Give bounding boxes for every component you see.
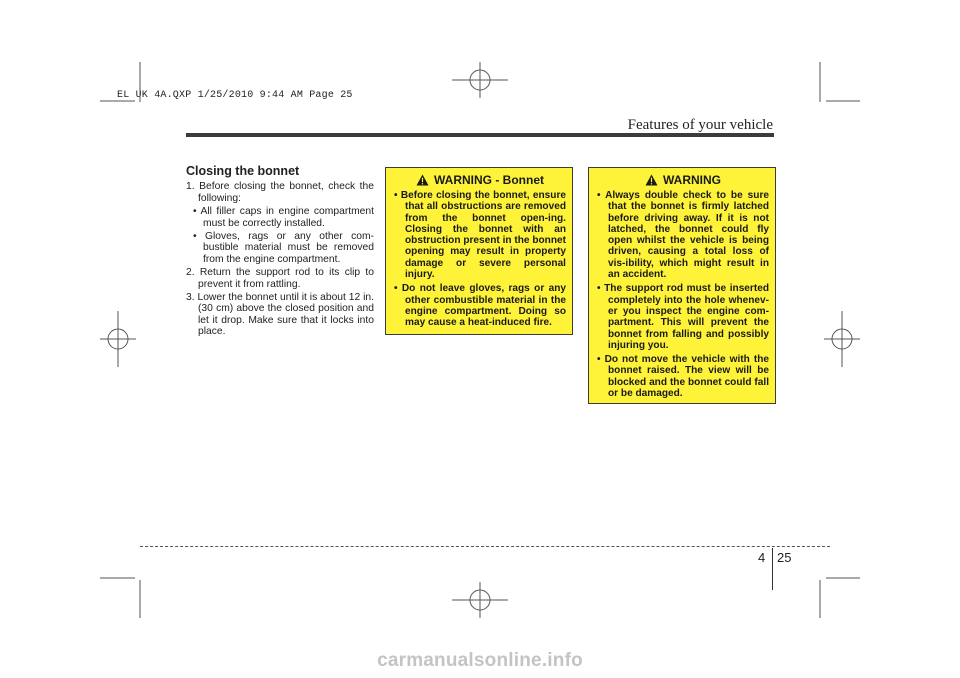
page-number-separator [772, 548, 773, 590]
registration-mark-top [452, 62, 508, 98]
printer-slug: EL UK 4A.QXP 1/25/2010 9:44 AM Page 25 [117, 90, 353, 101]
footer-dashed-rule [140, 546, 830, 547]
step-2: 2. Return the support rod to its clip to prevent it from rattling. [186, 267, 374, 290]
warning-general-bullet-1: • Always double check to be sure that the bonnet is firmly latched before driving away. If it is not latched, the bonnet could fly open whilst the vehicle is being driven, causing a total loss of vis-ibility, which might result in an accident. [597, 190, 769, 281]
procedure-column [186, 166, 374, 340]
header-rule [186, 133, 774, 137]
registration-mark-right [824, 311, 860, 367]
warning-bonnet-bullet-1: • Before closing the bonnet, ensure that all obstructions are removed from the bonnet open-ing. Closing the bonnet with an obstruction present in the bonnet opening may result in property damage or severe personal injury. [394, 190, 566, 281]
warning-bonnet-bullet-2: • Do not leave gloves, rags or any other combustible material in the engine compartment. Doing so may cause a heat-induced fire. [394, 283, 566, 329]
warning-title-text: WARNING [663, 172, 721, 187]
step-1-sub-2: • Gloves, rags or any other com-bustible material must be removed from the engine compartment. [193, 231, 374, 265]
registration-mark-bottom [452, 582, 508, 618]
warning-general-bullet-2: • The support rod must be inserted completely into the hole whenev-er you inspect the engine com-partment. This will prevent the bonnet from falling and possibly injuring you. [597, 283, 769, 351]
chapter-number: 4 [758, 550, 766, 565]
running-head: Features of your vehicle [627, 117, 773, 133]
page-number: 25 [777, 550, 792, 565]
warning-triangle-icon [416, 174, 429, 186]
warning-general-bullet-3: • Do not move the vehicle with the bonnet raised. The view will be blocked and the bonnet could fall or be damaged. [597, 354, 769, 400]
warning-title-text: WARNING - Bonnet [434, 172, 544, 187]
section-title: Closing the bonnet [186, 164, 300, 178]
step-3: 3. Lower the bonnet until it is about 12 in. (30 cm) above the closed position and let it drop. Make sure that it locks into place. [186, 292, 374, 338]
warning-box-general [588, 167, 776, 404]
warning-title-bonnet [394, 174, 566, 186]
step-1-sub-1: • All filler caps in engine compartment must be correctly installed. [193, 206, 374, 229]
watermark: carmanualsonline.info [377, 650, 583, 671]
step-1: 1. Before closing the bonnet, check the following: [186, 181, 374, 204]
registration-mark-left [100, 311, 136, 367]
warning-title-general [597, 174, 769, 186]
warning-triangle-icon [645, 174, 658, 186]
warning-box-bonnet [385, 167, 573, 335]
